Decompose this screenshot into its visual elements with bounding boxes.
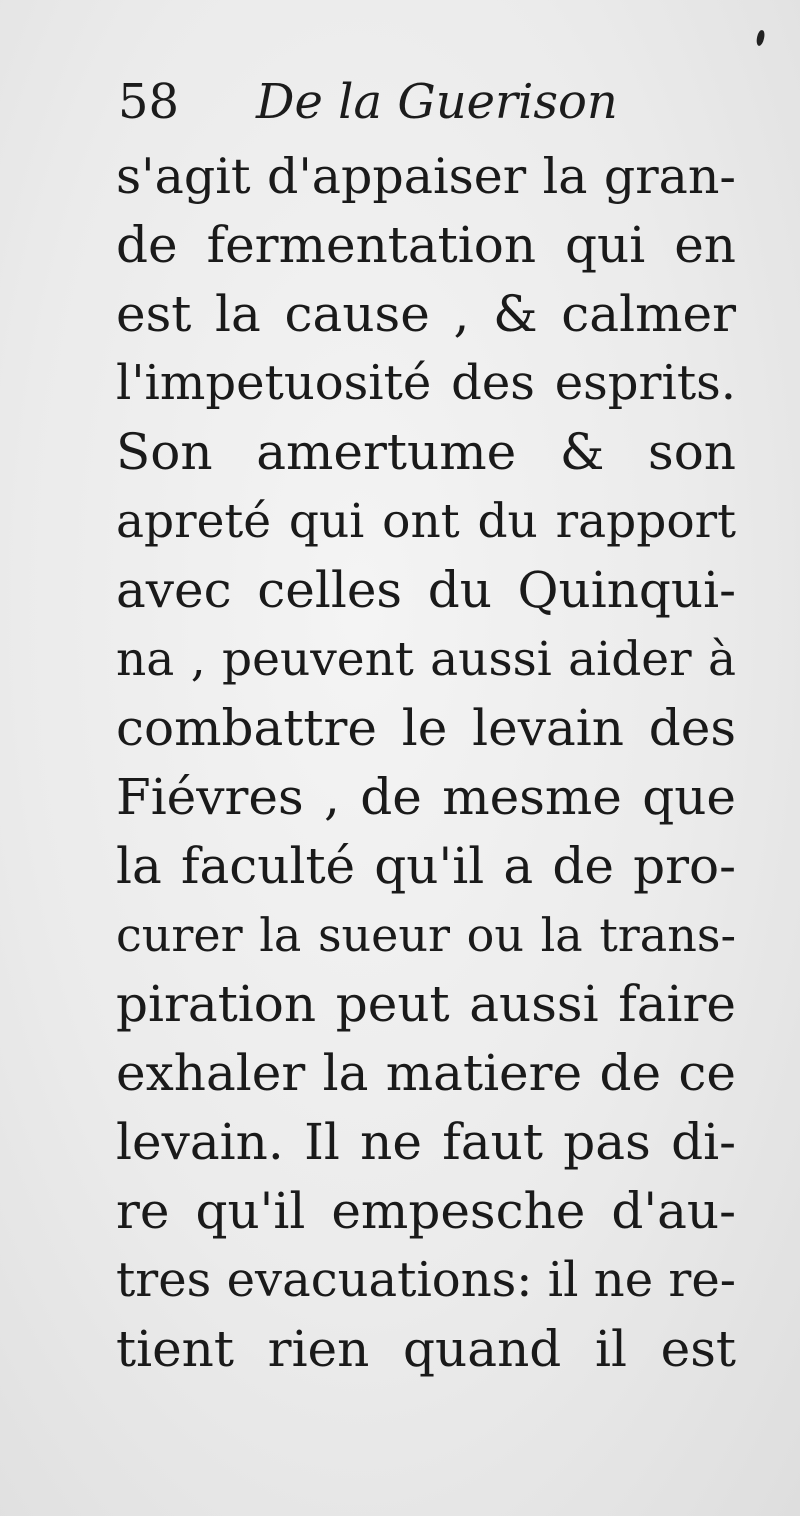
page-header — [118, 74, 718, 136]
text-line: combattre le levain des — [116, 699, 736, 757]
ink-speck — [755, 29, 765, 46]
text-line: piration peut aussi faire — [116, 975, 736, 1033]
running-title: De la Guerison — [256, 74, 618, 130]
text-line: Son amertume & son — [116, 423, 736, 481]
text-line: de fermentation qui en — [116, 216, 736, 274]
text-line: la faculté qu'il a de pro- — [116, 837, 736, 895]
text-line: na , peuvent aussi aider à — [116, 632, 736, 687]
text-line: tres evacuations: il ne re- — [116, 1252, 736, 1308]
text-line: s'agit d'appaiser la gran- — [116, 148, 736, 205]
text-line: l'impetuosité des esprits. — [116, 355, 736, 411]
text-line: tient rien quand il est — [116, 1320, 736, 1378]
text-line: est la cause , & calmer — [116, 285, 736, 343]
page-number: 58 — [118, 74, 180, 130]
text-line: curer la sueur ou la trans- — [116, 908, 736, 962]
text-line: avec celles du Quinqui- — [116, 561, 736, 619]
text-line: apreté qui ont du rapport — [116, 494, 736, 549]
text-line: Fiévres , de mesme que — [116, 768, 736, 826]
text-line: exhaler la matiere de ce — [116, 1044, 736, 1102]
body-text — [116, 142, 736, 1384]
text-line: levain. Il ne faut pas di- — [116, 1113, 736, 1171]
text-line: re qu'il empesche d'au- — [116, 1182, 736, 1240]
